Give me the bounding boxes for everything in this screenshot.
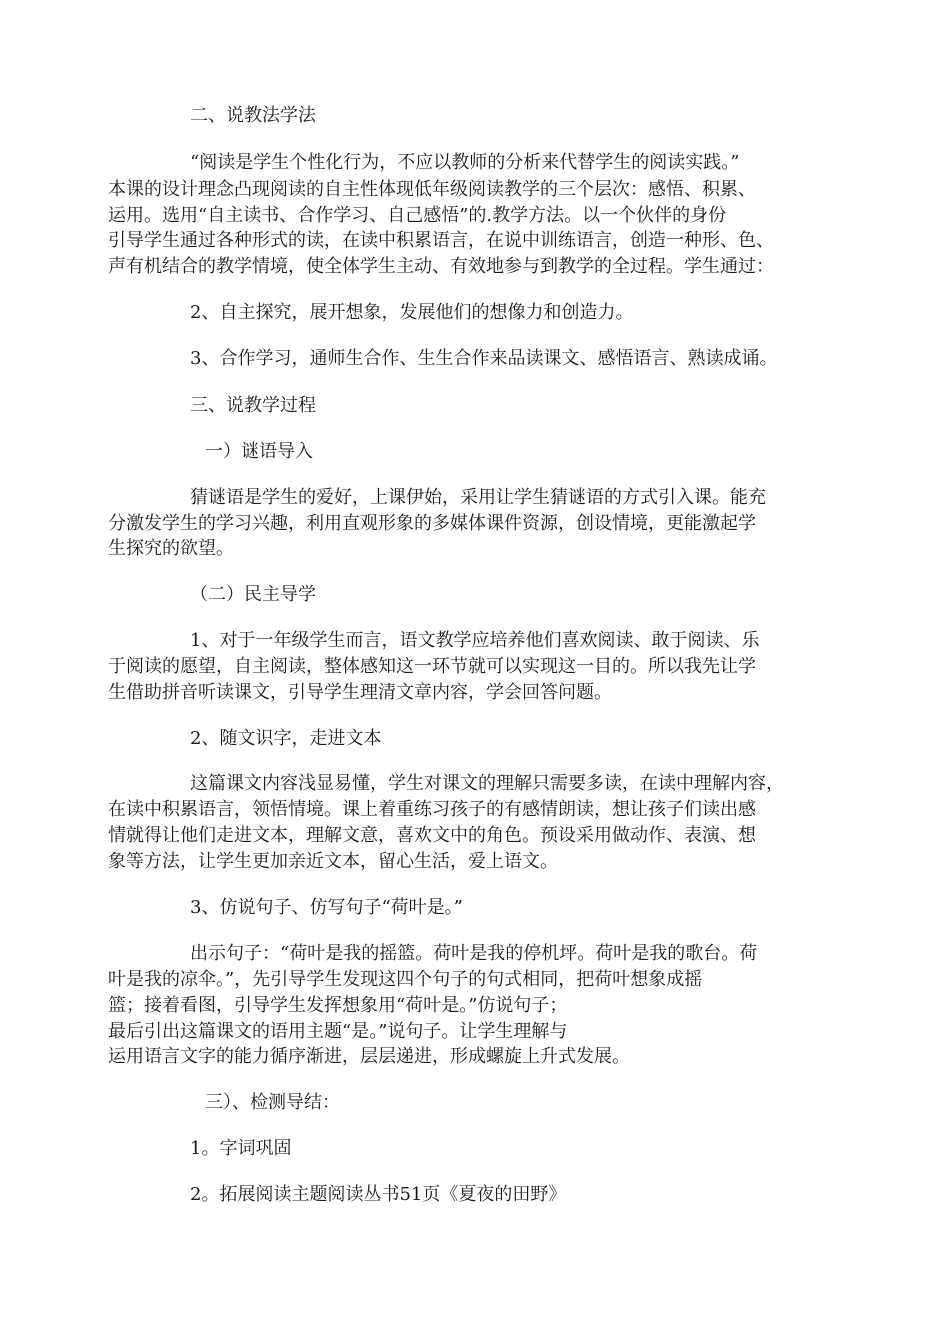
text-line: “阅读是学生个性化行为，不应以教师的分析来代替学生的阅读实践。” <box>190 152 740 173</box>
text-line: 生借助拼音听读课文，引导学生理清文章内容，学会回答问题。 <box>108 682 612 703</box>
text-line: 运用语言文字的能力循序渐进，层层递进，形成螺旋上升式发展。 <box>108 1046 630 1067</box>
text-line: 出示句子：“荷叶是我的摇篮。荷叶是我的停机坪。荷叶是我的歌台。荷 <box>190 943 758 964</box>
text-line: 在读中积累语言，领悟情境。课上着重练习孩子的有感情朗读，想让孩子们读出感 <box>108 799 756 820</box>
list-item: 2、随文识字，走进文本 <box>190 728 382 749</box>
list-item: 3、合作学习，通师生合作、生生合作来品读课文、感悟语言、熟读成诵。 <box>190 348 778 369</box>
text-line: 这篇课文内容浅显易懂，学生对课文的理解只需要多读，在读中理解内容， <box>190 773 784 794</box>
heading-teaching-methods: 二、说教法学法 <box>190 105 316 126</box>
text-line: 情就得让他们走进文本，理解文意，喜欢文中的角色。预设采用做动作、表演、想 <box>108 825 756 846</box>
text-line: 本课的设计理念凸现阅读的自主性体现低年级阅读教学的三个层次：感悟、积累、 <box>108 179 756 200</box>
subheading-test: 三）、检测导结： <box>205 1092 340 1113</box>
text-line: 声有机结合的教学情境，使全体学生主动、有效地参与到教学的全过程。学生通过： <box>108 256 774 277</box>
text-line: 篮；接着看图，引导学生发挥想象用“荷叶是。”仿说句子； <box>108 995 568 1016</box>
list-item: 3、仿说句子、仿写句子“荷叶是。” <box>190 897 463 918</box>
text-line: 生探究的欲望。 <box>108 538 234 559</box>
text-line: 叶是我的凉伞。”，先引导学生发现这四个句子的句式相同，把荷叶想象成摇 <box>108 969 703 990</box>
text-line: 分激发学生的学习兴趣，利用直观形象的多媒体课件资源，创设情境，更能激起学 <box>108 513 756 534</box>
subheading-guided: （二）民主导学 <box>190 584 316 605</box>
text-line: 猜谜语是学生的爱好，上课伊始，采用让学生猜谜语的方式引入课。能充 <box>190 487 766 508</box>
list-item: 1。字词巩固 <box>190 1138 292 1159</box>
text-line: 象等方法，让学生更加亲近文本，留心生活，爱上语文。 <box>108 851 558 872</box>
text-line: 引导学生通过各种形式的读，在读中积累语言，在说中训练语言，创造一种形、色、 <box>108 230 774 251</box>
text-line: 运用。选用“自主读书、合作学习、自己感悟”的.教学方法。以一个伙伴的身份 <box>108 205 727 226</box>
text-line: 1、对于一年级学生而言，语文教学应培养他们喜欢阅读、敢于阅读、乐 <box>190 630 760 651</box>
list-item: 2、自主探究，展开想象，发展他们的想像力和创造力。 <box>190 302 634 323</box>
heading-teaching-process: 三、说教学过程 <box>190 395 316 416</box>
text-line: 最后引出这篇课文的语用主题“是。”说句子。让学生理解与 <box>108 1021 568 1042</box>
list-item: 2。拓展阅读主题阅读丛书51页《夏夜的田野》 <box>190 1184 567 1205</box>
subheading-riddle: 一）谜语导入 <box>205 441 313 462</box>
text-line: 于阅读的愿望，自主阅读，整体感知这一环节就可以实现这一目的。所以我先让学 <box>108 656 756 677</box>
